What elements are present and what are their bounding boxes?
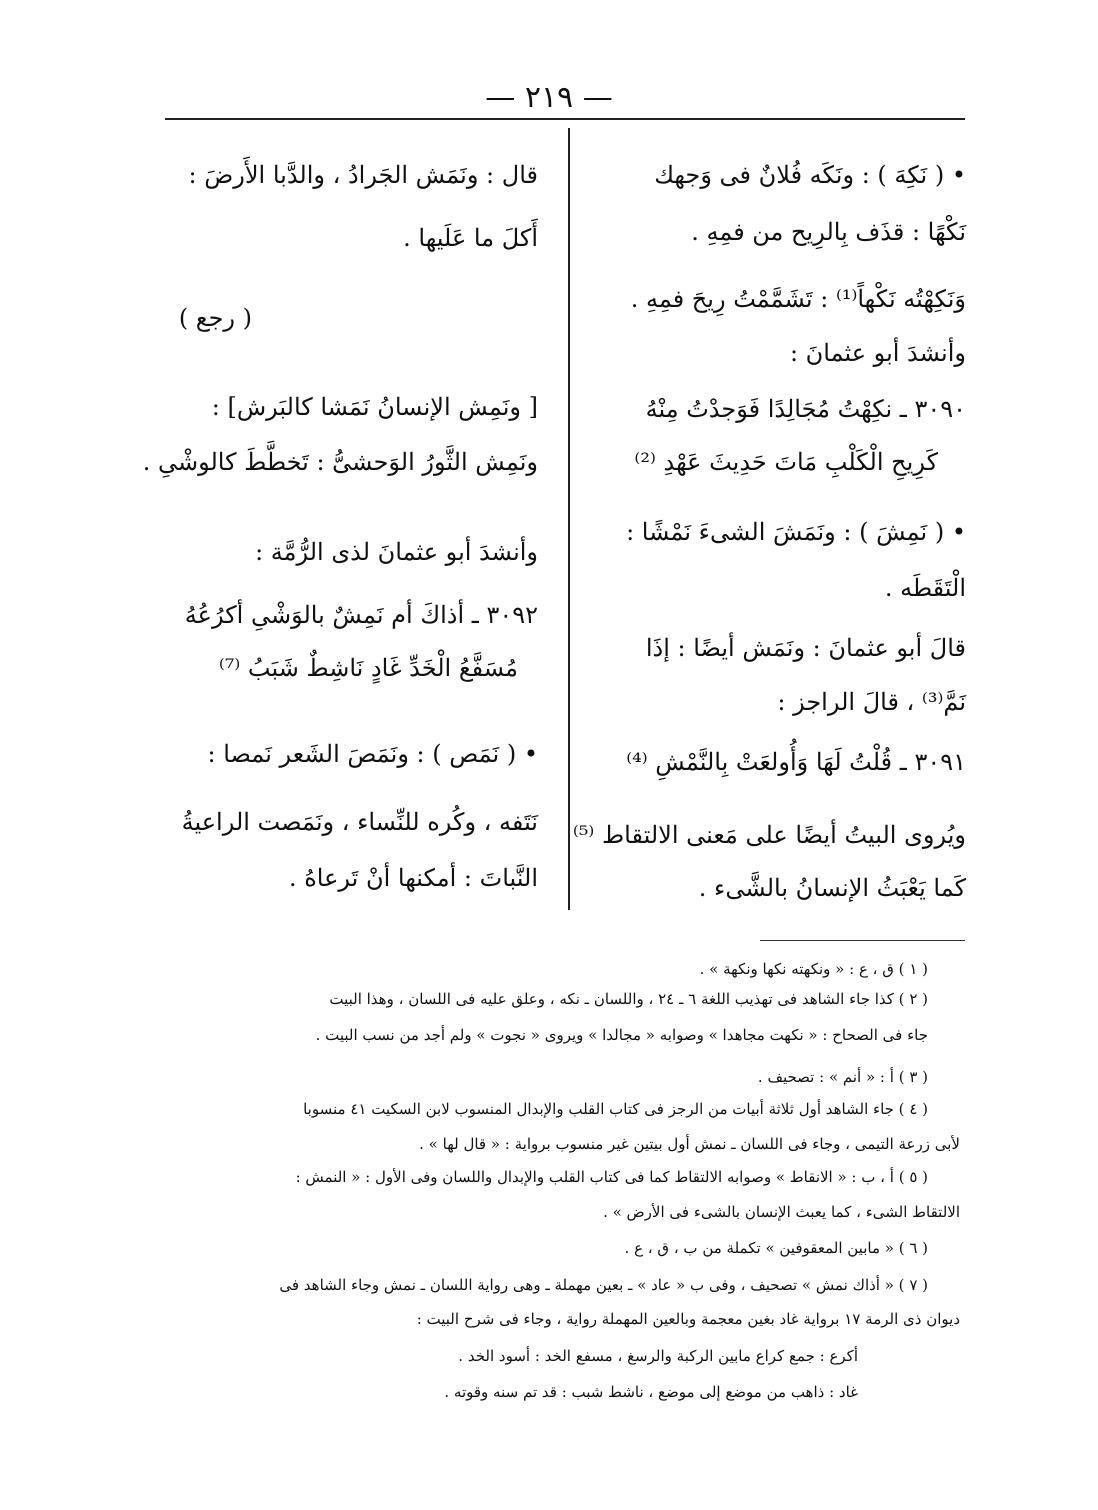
footnote-2-continued: جاء فى الصحاح : « نكهت مجاهدا » وصوابه « مجالدا » ويروى « نجوت » ولم أجد من نسب البيت . xyxy=(315,1026,928,1044)
text-line: [ ونَمِش الإنسانُ نَمَشا كالبَرش] : xyxy=(211,393,538,421)
footnote-7-gloss-2: غاد : ذاهب من موضع إلى موضع ، ناشط شبب : قد تم سنه وقوته . xyxy=(444,1383,858,1401)
text-line: قالَ أبو عثمانَ : ونَمَش أيضًا : إذَا xyxy=(645,634,966,662)
footnote-4: ( ٤ ) جاء الشاهد أول ثلاثة أبيات من الرجز فى كتاب القلب والإبدال المنسوب لابن السكيت ٤١ منسوبا xyxy=(303,1100,928,1118)
footnote-7-continued: ديوان ذى الرمة ١٧ برواية غاد بغين معجمة وبالعين المهملة رواية ، وجاء فى شرح البيت : xyxy=(416,1310,960,1328)
footnote-2: ( ٢ ) كذا جاء الشاهد فى تهذيب اللغة ٦ ـ ٢٤ ، واللسان ـ نكه ، وعلق عليه فى اللسان ، وهذا البيت xyxy=(329,990,928,1008)
text-line: ويُروى البيتُ أيضًا على مَعنى الالتقاط ⁽⁵⁾ xyxy=(572,821,966,849)
verse-3091: ٣٠٩١ ـ قُلْتُ لَهَا وَأُولعَتْ بِالنَّمْشِ ⁽⁴⁾ xyxy=(626,748,966,776)
verse-3092-first: ٣٠٩٢ ـ أذاكَ أم نَمِشٌ بالوَشْىِ أكرُعُهُ xyxy=(184,601,538,629)
verse-3090-second: كَرِيحِ الْكَلْبِ مَاتَ حَدِيثَ عَهْدِ ⁽²⁾ xyxy=(634,448,938,476)
footnote-5: ( ٥ ) أ ، ب : « الانقاط » وصوابه الالتقاط كما فى كتاب القلب والإبدال واللسان وفى الأول : « النمش : xyxy=(295,1168,928,1186)
footnote-7-gloss-1: أكرع : جمع كراع مابين الركبة والرسغ ، مسفع الخد : أسود الخد . xyxy=(458,1347,858,1365)
text-line: وأنشدَ أبو عثمانَ : xyxy=(789,339,966,367)
text-line: أَكلَ ما عَلَيها . xyxy=(403,224,538,252)
text-line: نَمَّ⁽³⁾ ، قالَ الراجز : xyxy=(777,688,966,716)
text-line: نَكْهًا : قذَف بِالرِيح من فمِهِ . xyxy=(691,218,966,246)
footnote-6: ( ٦ ) « مابين المعقوفين » تكملة من ب ، ق ، ع . xyxy=(624,1239,928,1257)
verse-3092-second: مُسَفَّعُ الْخَدِّ غَادٍ نَاشِطٌ شَبَبُ ⁽⁷⁾ xyxy=(218,654,518,682)
footnote-7: ( ٧ ) « أذاك نمش » تصحيف ، وفى ب « عاد » ـ بعين مهملة ـ وهى رواية اللسان ـ نمش وجاء الشاهد فى xyxy=(279,1276,928,1294)
text-line: ونَمِش الثَّورُ الوَحشىُّ : تَخطَّطَ كالوشْىِ . xyxy=(142,448,538,476)
entry-heading-namisha: • ( نَمِشَ ) : ونَمَشَ الشىءَ نَمْشًا : xyxy=(626,518,966,546)
footnote-rule xyxy=(760,940,965,941)
text-line: وَنَكِهْتُه نَكْهاً⁽¹⁾ : تَشَمَّمْتُ رِيحَ فمِهِ . xyxy=(630,285,966,313)
text-line: النَّباتَ : أمكنها أنْ تَرعاهُ . xyxy=(288,864,538,892)
footnote-1: ( ١ ) ق ، ع : « ونكهته نكها ونكهة » . xyxy=(699,960,928,978)
verse-3090-first: ٣٠٩٠ ـ نكِهْتُ مُجَالِدًا فَوَجدْتُ مِنْهُ xyxy=(645,395,966,423)
text-line: نَتَفه ، وكُره للنِّساء ، ونَمَصت الراعيةُ xyxy=(181,808,538,836)
text-line: كَما يَعْبَثُ الإنسانُ بالشَّىء . xyxy=(698,874,966,902)
section-marker-raja: ( رجع ) xyxy=(178,304,252,332)
column-divider xyxy=(568,128,570,910)
footnote-5-continued: الالتقاط الشىء ، كما يعبث الإنسان بالشىء فى الأرض » . xyxy=(603,1203,960,1221)
text-line: الْتَقَطَه . xyxy=(884,574,966,602)
entry-heading-namasa: • ( نَمَص ) : ونَمَصَ الشَعر نَمصا : xyxy=(207,740,538,768)
footnote-4-continued: لأبى زرعة التيمى ، وجاء فى اللسان ـ نمش أول بيتين غير منسوب برواية : « قال لها » . xyxy=(419,1135,960,1153)
text-line: قال : ونَمَش الجَرادُ ، والدَّبا الأَرضَ : xyxy=(188,161,538,189)
page-number: — ٢١٩ — xyxy=(485,80,613,115)
text-line: وأنشدَ أبو عثمانَ لذى الرُّمَّة : xyxy=(255,538,538,566)
header-rule xyxy=(165,118,965,120)
footnote-3: ( ٣ ) أ : « أنم » : تصحيف . xyxy=(757,1068,928,1086)
entry-heading-nakiha: • ( نَكِهَ ) : ونَكَه فُلانٌ فى وَجهك xyxy=(654,161,966,189)
